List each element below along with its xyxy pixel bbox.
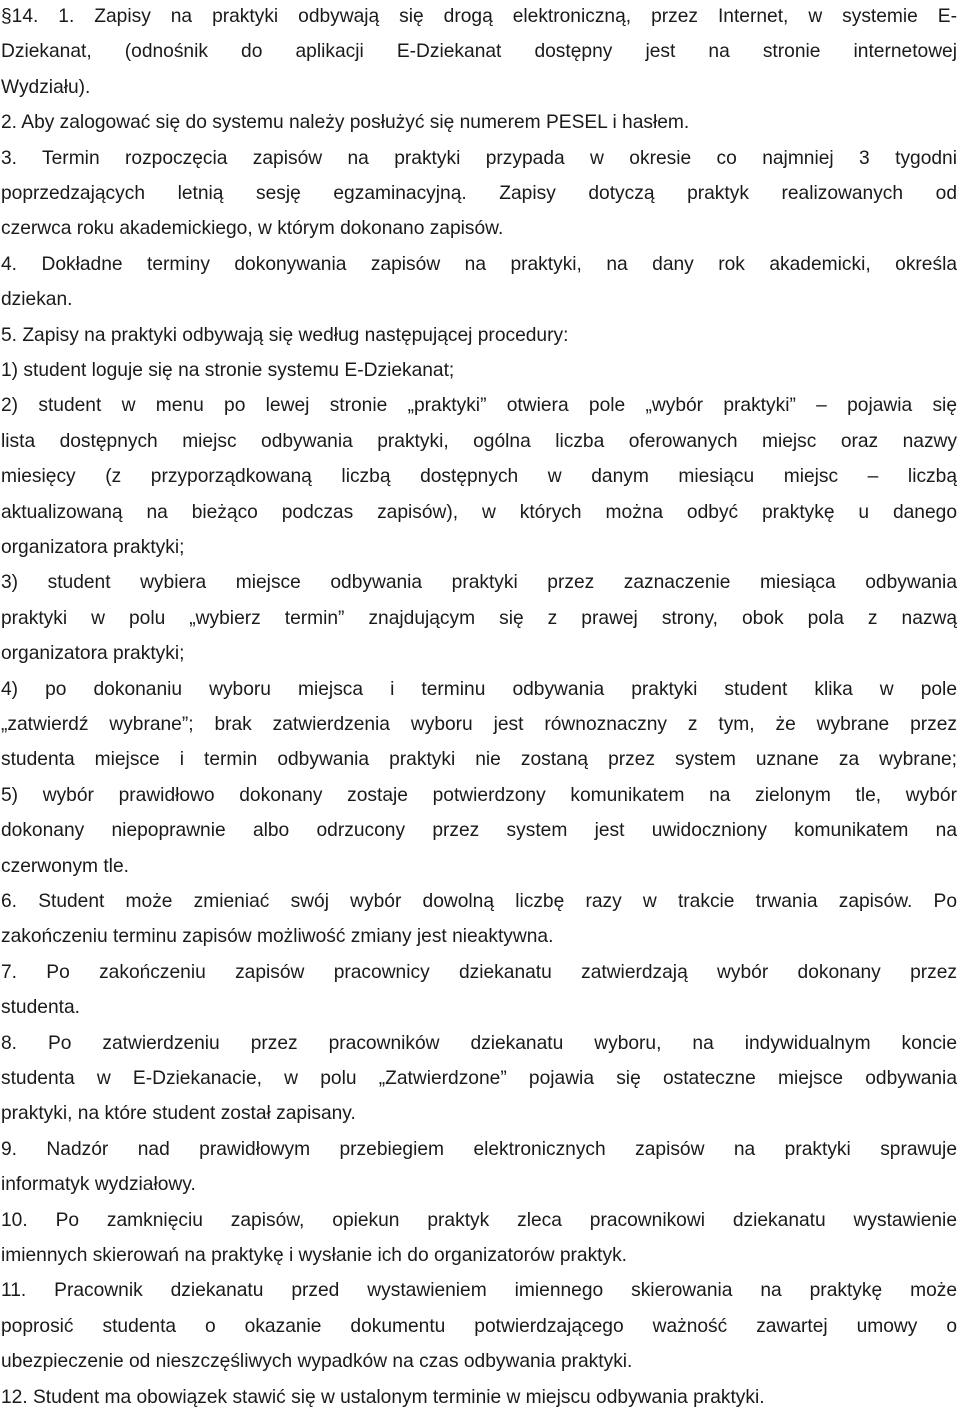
document-text-line: 10. Po zamknięciu zapisów, opiekun praktyk zleca pracownikowi dziekanatu wystawienie bbox=[1, 1209, 957, 1231]
document-text-line: dziekan. bbox=[1, 289, 73, 311]
document-text-line: praktyki w polu „wybierz termin” znajdującym się z prawej strony, obok pola z nazwą bbox=[1, 607, 957, 629]
document-text-line: 1) student loguje się na stronie systemu E-Dziekanat; bbox=[1, 360, 455, 381]
document-text-line: Dziekanat, (odnośnik do aplikacji E-Dziekanat dostępny jest na stronie internetowej bbox=[1, 41, 957, 63]
document-text-line: organizatora praktyki; bbox=[1, 643, 185, 665]
document-text-line: 2) student w menu po lewej stronie „praktyki” otwiera pole „wybór praktyki” – pojawia się bbox=[1, 395, 957, 417]
document-text-line: praktyki, na które student został zapisany. bbox=[1, 1103, 356, 1125]
document-text-line: 8. Po zatwierdzeniu przez pracowników dziekanatu wyboru, na indywidualnym koncie bbox=[1, 1032, 957, 1054]
document-text-line: poprzedzających letnią sesję egzaminacyjną. Zapisy dotyczą praktyk realizowanych od bbox=[1, 183, 957, 204]
document-text-line: 3) student wybiera miejsce odbywania praktyki przez zaznaczenie miesiąca odbywania bbox=[1, 572, 957, 594]
document-text-line: Wydziału). bbox=[1, 76, 91, 98]
document-text-line: czerwonym tle. bbox=[1, 855, 129, 877]
document-text-line: dokonany niepoprawnie albo odrzucony przez system jest uwidoczniony komunikatem na bbox=[1, 820, 957, 842]
document-text-line: 5) wybór prawidłowo dokonany zostaje potwierdzony komunikatem na zielonym tle, wybór bbox=[1, 784, 957, 806]
document-text-line: studenta w E-Dziekanacie, w polu „Zatwierdzone” pojawia się ostateczne miejsce odbywania bbox=[1, 1068, 957, 1089]
document-text-line: 7. Po zakończeniu zapisów pracownicy dziekanatu zatwierdzają wybór dokonany przez bbox=[1, 961, 957, 983]
document-text-line: aktualizowaną na bieżąco podczas zapisów), w których można odbyć praktykę u danego bbox=[1, 501, 957, 523]
document-text-line: 11. Pracownik dziekanatu przed wystawieniem imiennego skierowania na praktykę może bbox=[1, 1280, 957, 1302]
document-text-line: 9. Nadzór nad prawidłowym przebiegiem elektronicznych zapisów na praktyki sprawuje bbox=[1, 1138, 957, 1160]
document-text-line: 12. Student ma obowiązek stawić się w ustalonym terminie w miejscu odbywania praktyki. bbox=[1, 1386, 765, 1408]
document-text-line: organizatora praktyki; bbox=[1, 537, 185, 558]
document-text-line: 4) po dokonaniu wyboru miejsca i terminu odbywania praktyki student klika w pole bbox=[1, 678, 957, 700]
document-text-line: 6. Student może zmieniać swój wybór dowolną liczbę razy w trakcie trwania zapisów. Po bbox=[1, 891, 957, 912]
document-text-line: „zatwierdź wybrane”; brak zatwierdzenia wyboru jest równoznaczny z tym, że wybrane przez bbox=[1, 714, 957, 735]
document-text-line: miesięcy (z przyporządkowaną liczbą dostępnych w danym miesiącu miejsc – liczbą bbox=[1, 466, 957, 488]
section-heading-line: §14. 1. Zapisy na praktyki odbywają się drogą elektroniczną, przez Internet, w systemie E- bbox=[1, 6, 957, 27]
document-text-line: lista dostępnych miejsc odbywania praktyki, ogólna liczba oferowanych miejsc oraz nazwy bbox=[1, 430, 957, 452]
document-text-line: czerwca roku akademickiego, w którym dokonano zapisów. bbox=[1, 218, 504, 240]
document-text-line: imiennych skierowań na praktykę i wysłanie ich do organizatorów praktyk. bbox=[1, 1245, 628, 1266]
document-text-line: informatyk wydziałowy. bbox=[1, 1174, 196, 1196]
document-text-line: zakończeniu terminu zapisów możliwość zmiany jest nieaktywna. bbox=[1, 926, 554, 948]
document-text-line: 2. Aby zalogować się do systemu należy posłużyć się numerem PESEL i hasłem. bbox=[1, 112, 690, 134]
document-text-line: 4. Dokładne terminy dokonywania zapisów na praktyki, na dany rok akademicki, określa bbox=[1, 253, 957, 275]
document-text-line: 5. Zapisy na praktyki odbywają się według następującej procedury: bbox=[1, 324, 569, 346]
document-text-line: poprosić studenta o okazanie dokumentu potwierdzającego ważność zawartej umowy o bbox=[1, 1315, 957, 1337]
document-text-line: 3. Termin rozpoczęcia zapisów na praktyki przypada w okresie co najmniej 3 tygodni bbox=[1, 147, 957, 169]
document-text-line: ubezpieczenie od nieszczęśliwych wypadków na czas odbywania praktyki. bbox=[1, 1351, 633, 1373]
document-text-line: studenta miejsce i termin odbywania praktyki nie zostaną przez system uznane za wybrane; bbox=[1, 749, 957, 771]
document-text-line: studenta. bbox=[1, 997, 80, 1019]
